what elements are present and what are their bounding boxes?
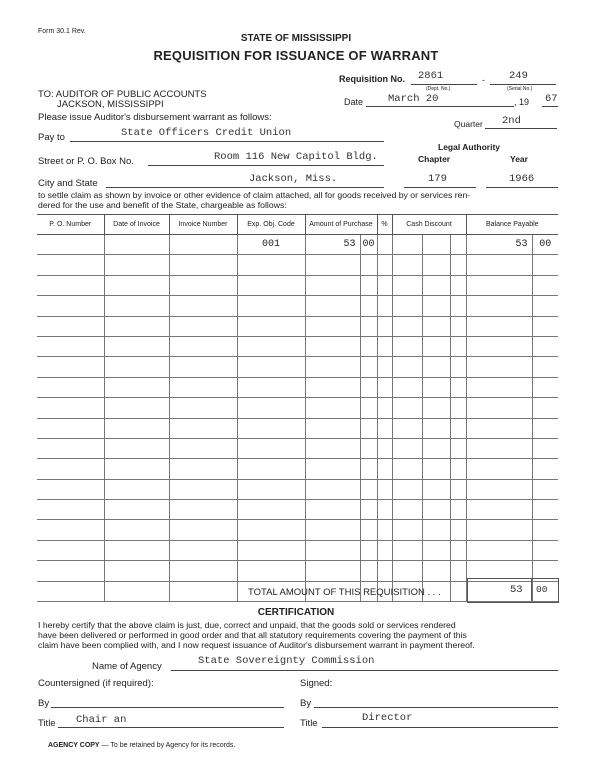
- total-cents: 00: [536, 584, 548, 595]
- header-date-of-invoice: Date of Invoice: [104, 215, 169, 235]
- agency-value: State Sovereignty Commission: [198, 655, 375, 667]
- amount-dollars: 53: [305, 235, 360, 255]
- footer-note: AGENCY COPY — To be retained by Agency for its records.: [48, 742, 236, 749]
- table-row: [37, 336, 558, 356]
- table-row: [37, 255, 558, 275]
- right-title-value: Director: [362, 712, 413, 724]
- claim-table: [37, 214, 558, 602]
- agency-label: Name of Agency: [92, 661, 162, 672]
- table-row: [37, 459, 558, 479]
- street-label: Street or P. O. Box No.: [38, 156, 134, 167]
- signed-label: Signed:: [300, 678, 333, 689]
- table-row: [37, 479, 558, 499]
- balance-cents: 00: [532, 235, 558, 255]
- certification-line-2: have been delivered or performed in good order and that all statutory requirements covering the payment of this: [38, 630, 467, 640]
- certification-line-3: claim have been complied with, and I now request issuance of Auditor's disbursement warrant in payment thereof.: [38, 640, 475, 650]
- quarter-value: 2nd: [502, 115, 521, 127]
- table-row: [37, 235, 558, 255]
- header-balance-payable: Balance Payable: [466, 215, 558, 235]
- pay-to-value: State Officers Credit Union: [121, 127, 292, 139]
- countersigned-label: Countersigned (if required):: [38, 678, 154, 689]
- city-label: City and State: [38, 178, 98, 189]
- header-cash-discount: Cash Discount: [392, 215, 466, 235]
- table-row: [37, 500, 558, 520]
- state-heading: STATE OF MISSISSIPPI: [240, 33, 352, 44]
- by-label-left: By: [38, 698, 50, 709]
- form-number: Form 30.1 Rev.: [38, 28, 86, 35]
- amount-cents: 00: [360, 235, 377, 255]
- city-value: Jackson, Miss.: [249, 173, 338, 185]
- chapter-value: 179: [428, 173, 447, 185]
- year-value: 1966: [509, 173, 535, 185]
- header-percent: %: [377, 215, 392, 235]
- settle-text-1: to settle claim as shown by invoice or other evidence of claim attached, all for goods received by or services ren-: [38, 190, 471, 200]
- serial-caption: (Serial No.): [507, 86, 533, 92]
- pay-to-label: Pay to: [38, 132, 65, 143]
- to-line-2: JACKSON, MISSISSIPPI: [57, 99, 164, 110]
- table-row: [37, 540, 558, 560]
- header-exp-obj-code: Exp. Obj. Code: [237, 215, 305, 235]
- date-label: Date: [344, 97, 364, 107]
- legal-authority-title: Legal Authority: [438, 142, 501, 152]
- title-label-right: Title: [300, 718, 318, 729]
- header-po-number: P. O. Number: [37, 215, 104, 235]
- certification-title: CERTIFICATION: [257, 607, 335, 618]
- table-row: [37, 438, 558, 458]
- settle-text-2: dered for the use and benefit of the State, chargeable as follows:: [38, 200, 287, 210]
- year-label: Year: [510, 154, 528, 164]
- quarter-label: Quarter: [454, 119, 483, 129]
- form-title: REQUISITION FOR ISSUANCE OF WARRANT: [153, 48, 439, 63]
- table-row: [37, 377, 558, 397]
- header-invoice-number: Invoice Number: [169, 215, 237, 235]
- to-line-1: TO: AUDITOR OF PUBLIC ACCOUNTS: [38, 89, 207, 100]
- table-row: [37, 275, 558, 295]
- table-row: [37, 357, 558, 377]
- dept-caption: (Dept. No.): [426, 86, 451, 92]
- table-row: [37, 316, 558, 336]
- total-dollars: 53: [510, 584, 523, 596]
- table-row: [37, 398, 558, 418]
- year-prefix: , 19: [514, 97, 530, 107]
- chapter-label: Chapter: [418, 154, 451, 164]
- header-amount-of-purchase: Amount of Purchase: [305, 215, 377, 235]
- title-label-left: Title: [38, 718, 56, 729]
- table-row: [37, 520, 558, 540]
- certification-line-1: I hereby certify that the above claim is just, due, correct and unpaid, that the goods sold or services rendered: [38, 620, 456, 630]
- serial-number: 249: [509, 70, 528, 82]
- balance-dollars: 53: [466, 235, 532, 255]
- exp-obj-code: 001: [237, 235, 305, 255]
- dept-number: 2861: [418, 70, 444, 82]
- date-value: March 20: [388, 93, 439, 105]
- table-row: [37, 296, 558, 316]
- left-title-value: Chair an: [76, 714, 127, 726]
- table-row: [37, 418, 558, 438]
- date-year: 67: [545, 93, 558, 105]
- street-value: Room 116 New Capitol Bldg.: [214, 151, 378, 163]
- requisition-label: Requisition No.: [339, 74, 405, 84]
- request-text: Please issue Auditor's disbursement warrant as follows:: [38, 112, 272, 123]
- total-label: TOTAL AMOUNT OF THIS REQUISITION . . .: [248, 587, 441, 598]
- by-label-right: By: [300, 698, 312, 709]
